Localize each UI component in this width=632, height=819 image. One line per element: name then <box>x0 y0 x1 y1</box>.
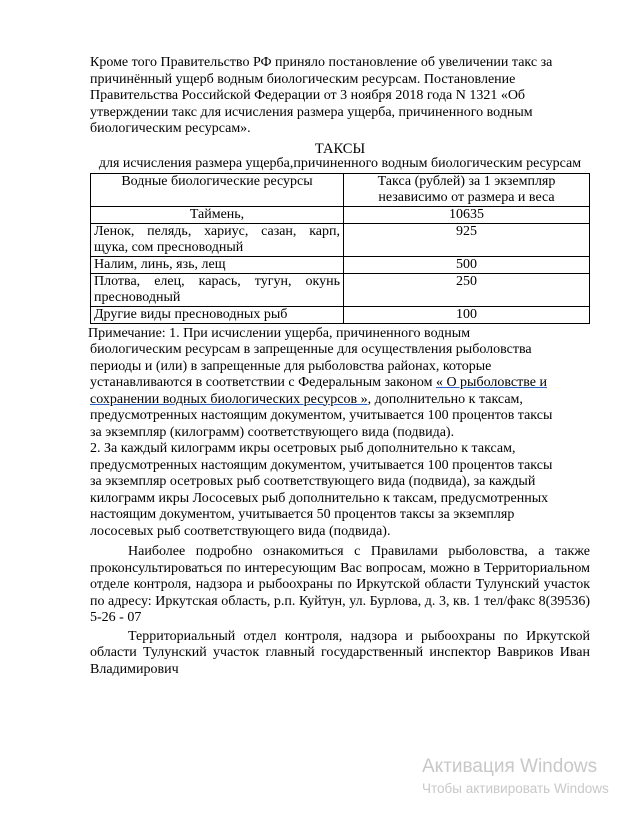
note-line: за экземпляр осетровых рыб соответствующего вида (подвида), за каждый <box>90 474 536 489</box>
table-cell-value: 100 <box>344 306 590 323</box>
note-line: предусмотренных настоящим документом, учитывается 100 процентов таксы <box>90 457 553 473</box>
rules-paragraph: Наиболее подробно ознакомиться с Правилами рыболовства, а также проконсультироваться по интересующим Вас вопросам, можно в Территориальном отделе контроля, надзора и рыбоохраны по Иркутской области Тулунский участок по адресу: Иркутская область, р.п. Куйтун, ул. Бурлова, д. 3, кв. 1 тел/факс 8(39536) 5-26 - 07 <box>90 544 590 625</box>
note-line: за экземпляр (килограмм) соответствующего вида (подвида). <box>90 424 455 440</box>
table-row <box>91 256 590 273</box>
table-cell-name: Ленок, пелядь, хариус, сазан, карп, щука, сом пресноводный <box>91 223 344 256</box>
note-line: Примечание: 1. При исчислении ущерба, причиненного водным <box>88 325 471 341</box>
taksy-subtitle: для исчисления размера ущерба,причиненного водным биологическим ресурсам <box>98 155 582 171</box>
note-line: биологическим ресурсам в запрещенные для осуществления рыболовства <box>90 342 532 357</box>
table-cell-value: 10635 <box>344 206 590 223</box>
note-line: периоды и (или) в запрещенные для рыболовства районах, которые <box>90 358 492 374</box>
note-line: лососевых рыб соответствующего вида (подвида). <box>90 523 391 539</box>
note-line: предусмотренных настоящим документом, учитывается 100 процентов таксы <box>90 408 553 423</box>
table-row <box>91 206 590 223</box>
table-row <box>91 223 590 256</box>
note-text: устанавливаются в соответствии с Федеральным законом <box>90 375 436 390</box>
tax-table <box>90 173 590 324</box>
windows-activation-watermark <box>422 756 609 798</box>
table-header-tax: Такса (рублей) за 1 экземпляр независимо от размера и веса <box>344 173 590 206</box>
note-line: 2. За каждый килограмм икры осетровых рыб дополнительно к таксам, <box>90 441 516 456</box>
intro-paragraph: Кроме того Правительство РФ приняло постановление об увеличении такс за причинённый ущерб водным биологическим ресурсам. Постановление Правительства Российской Федерации от 3 ноября 2018 года N 1321 «Об утверждении такс для исчисления размера ущерба, причиненного водным биологическим ресурсам». <box>90 55 553 136</box>
note-text: , дополнительно к таксам, <box>367 391 523 407</box>
table-cell-name: Налим, линь, язь, лещ <box>91 256 344 273</box>
note-line: килограмм икры Лососевых рыб дополнительно к таксам, предусмотренных <box>90 490 549 506</box>
note-item-2 <box>90 441 590 540</box>
signature-paragraph: Территориальный отдел контроля, надзора и рыбоохраны по Иркутской области Тулунский участок главный государственный инспектор Вавриков Иван Владимирович <box>90 628 590 677</box>
note-line <box>90 375 590 392</box>
activation-title: Активация Windows <box>422 756 598 777</box>
table-cell-value: 250 <box>344 273 590 306</box>
table-row <box>91 273 590 306</box>
table-cell-name: Таймень, <box>91 206 344 223</box>
table-header-row <box>91 173 590 206</box>
law-link-continued[interactable]: сохранении водных биологических ресурсов » <box>90 391 368 407</box>
table-cell-name: Другие виды пресноводных рыб <box>91 306 344 323</box>
note-section <box>90 326 590 442</box>
table-cell-value: 925 <box>344 223 590 256</box>
document-page <box>90 55 590 678</box>
table-cell-value: 500 <box>344 256 590 273</box>
table-header-resources: Водные биологические ресурсы <box>91 173 344 206</box>
activation-subtitle: Чтобы активировать Windows <box>422 781 609 796</box>
note-line <box>90 392 590 409</box>
taksy-title: ТАКСЫ <box>314 140 366 157</box>
note-line: настоящим документом, учитывается 50 процентов таксы за экземпляр <box>90 507 515 522</box>
table-cell-name: Плотва, елец, карась, тугун, окунь пресноводный <box>91 273 344 306</box>
table-row <box>91 306 590 323</box>
law-link[interactable]: « О рыболовстве и <box>435 375 547 390</box>
